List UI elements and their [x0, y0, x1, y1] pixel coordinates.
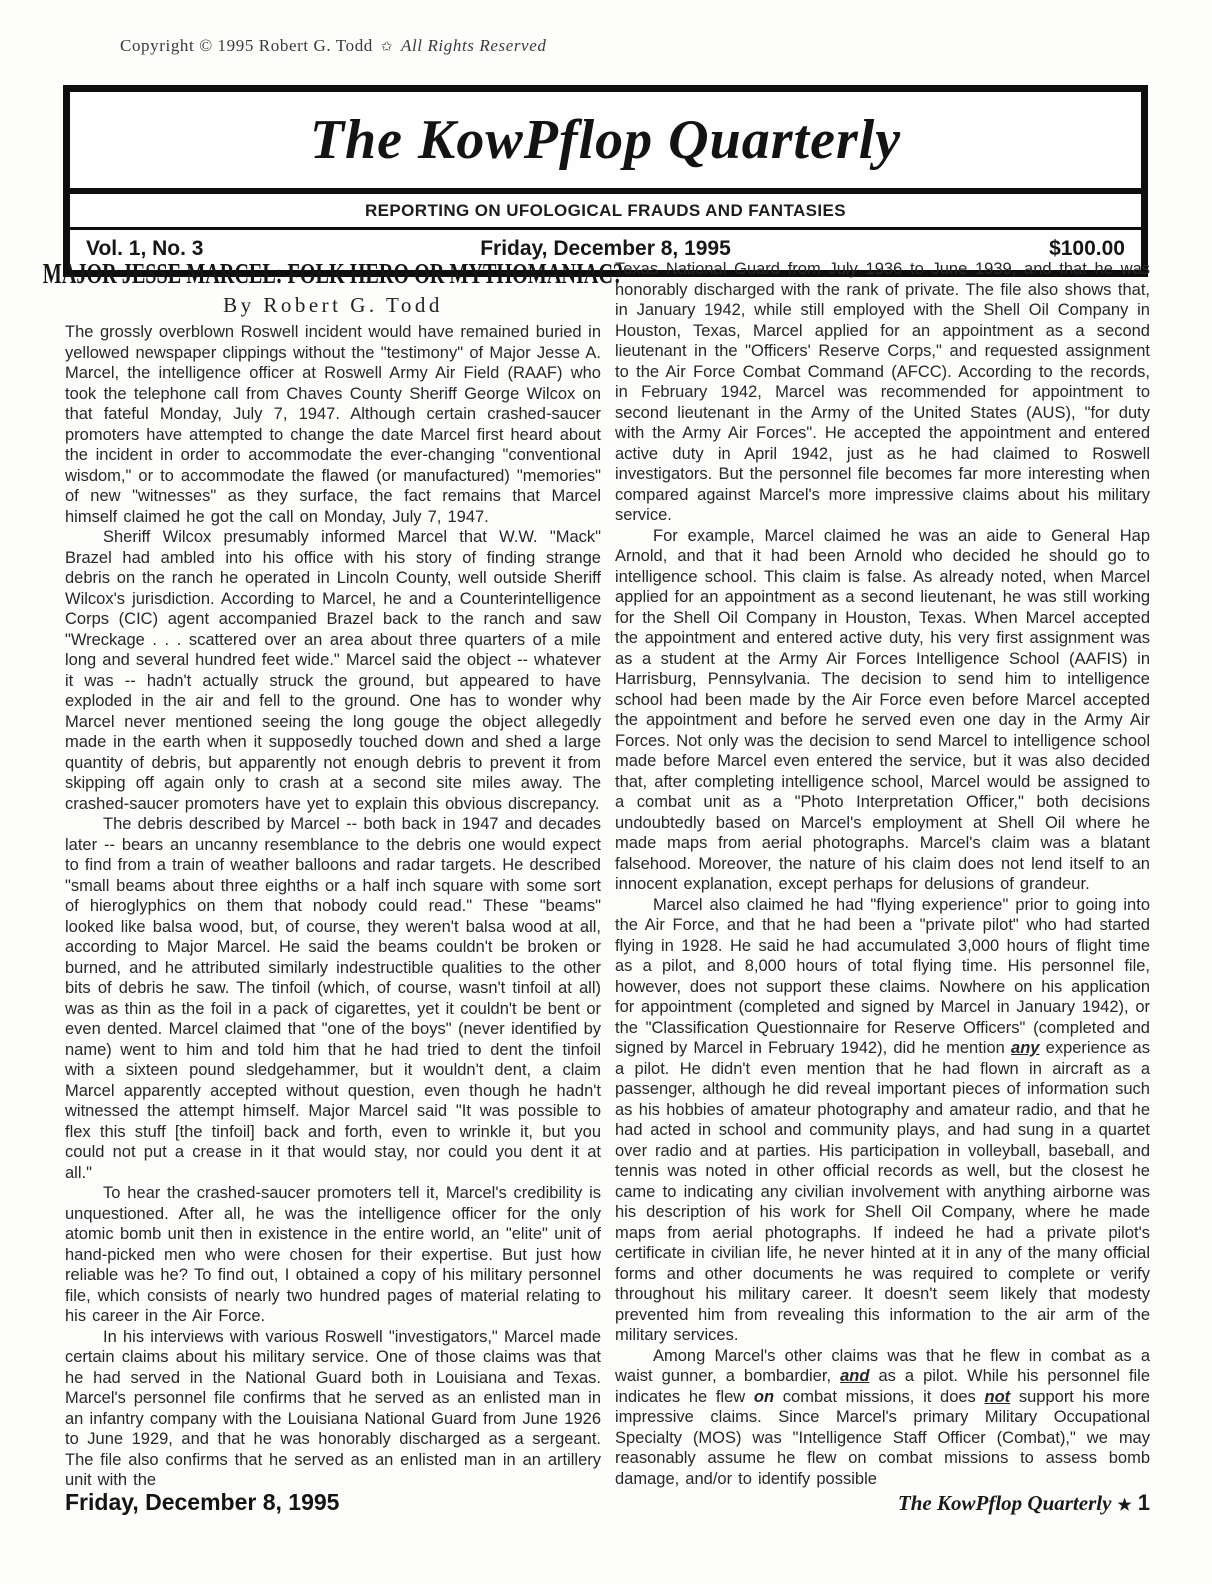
copyright-line [120, 36, 546, 56]
footer-publication-name: The KowPflop Quarterly [897, 1491, 1112, 1515]
emphasized-text: on [753, 1387, 775, 1406]
masthead-tagline-row [70, 188, 1141, 230]
paragraph-text: The debris described by Marcel -- both back in 1947 and decades later -- bears an uncanny resemblance to the debris one would expect to find from a train of weather balloons and radar targets. He described "small beams about three eighths or a half inch square with some sort of hieroglyphics on them that nobody could read." These "beams" looked like balsa wood, but, of course, they weren't balsa wood at all, according to Major Marcel. He said the beams couldn't be broken or burned, and he attributed similarly indestructible qualities to the other bits of debris he saw. The tinfoil (which, of course, wasn't tinfoil at all) was as thin as the foil in a pack of cigarettes, yet it couldn't be bent or even dented. Marcel claimed that "one of the boys" (never identified by name) went to him and told him that he had tried to dent the tinfoil with a sixteen pound sledgehammer, but it wouldn't dent, a claim Marcel apparently accepted without question, even though he hadn't witnessed the attempt himself. Major Marcel said "It was possible to flex this stuff [the tinfoil] back and forth, even to wrinkle it, but you could not put a crease in it that would stay, nor could you dent it at all." [65, 815, 601, 1182]
article-paragraph [615, 1346, 1150, 1490]
article-paragraph [65, 814, 601, 1183]
emphasized-text: any [1011, 1039, 1040, 1057]
copyright-rights-text: All Rights Reserved [400, 36, 547, 55]
paragraph-text: To hear the crashed-saucer promoters tell it, Marcel's credibility is unquestioned. After all, he was the intelligence officer for the only atomic bomb unit then in existence in the entire world, an "elite" unit of hand-picked men who were chosen for their expertise. But just how reliable was he? To find out, I obtained a copy of his military personnel file, which consists of nearly two hundred pages of material relating to his career in the Air Force. [65, 1184, 601, 1325]
paragraph-text: For example, Marcel claimed he was an aide to General Hap Arnold, and that it had been Arnold who decided he should go to intelligence school. This claim is false. As already noted, when Marcel applied for an appointment as a second lieutenant, he was still working for the Shell Oil Company in Houston, Texas. When Marcel accepted the appointment and entered active duty, his very first assignment was as a student at the Army Air Forces Intelligence School (AAFIS) in Harrisburg, Pennsylvania. The decision to send him to intelligence school had been made by the Air Force even before Marcel accepted the appointment and before he served even one day in the Army Air Forces. Not only was the decision to send Marcel to intelligence school made before Marcel even entered the service, but it was also decided that, after completing intelligence school, Marcel would be assigned to a combat unit as a "Photo Interpretation Officer," both decisions undoubtedly based on Marcel's employment at Shell Oil where he made maps from aerial photographs. Marcel's claim was a blatant falsehood. Moreover, the nature of his claim does not lend itself to an innocent explanation, except perhaps for delusions of grandeur. [615, 526, 1150, 893]
footer-publication [898, 1490, 1150, 1516]
right-column [615, 259, 1150, 1491]
right-column-text [615, 259, 1150, 1489]
masthead-title-row [70, 92, 1141, 188]
headline-row [42, 259, 624, 291]
page-number: 1 [1137, 1490, 1150, 1515]
publication-tagline: REPORTING ON UFOLOGICAL FRAUDS AND FANTASIES [364, 201, 847, 220]
copyright-text: Copyright © 1995 Robert G. Todd [120, 36, 373, 55]
article-paragraph [65, 527, 601, 814]
paragraph-text: combat missions, it does [774, 1387, 985, 1406]
paragraph-text: Marcel also claimed he had "flying experience" prior to going into the Air Force, and that he had been a "private pilot" who had started flying in 1928. He said he had accumulated 3,000 hours of flight time as a pilot, and 8,000 hours of total flying time. His personnel file, however, does not support these claims. Nowhere on his application for appointment (completed and signed by Marcel in January 1942), or the "Classification Questionnaire for Reserve Officers" (completed and signed by Marcel in February 1942), did he mention [615, 895, 1150, 1057]
article-paragraph [65, 1183, 601, 1327]
masthead [63, 85, 1148, 277]
emphasized-text: and [840, 1367, 870, 1385]
article-paragraph [615, 895, 1150, 1346]
article-headline: MAJOR JESSE MARCEL: FOLK HERO OR MYTHOMANIAC? [42, 259, 624, 290]
issue-date: Friday, December 8, 1995 [480, 237, 731, 260]
paragraph-text: In his interviews with various Roswell "investigators," Marcel made certain claims about his military service. One of those claims was that he had served in the National Guard both in Louisiana and Texas. Marcel's personnel file confirms that he served as an enlisted man in an infantry company with the Louisiana National Guard from June 1926 to June 1929, and that he was honorably discharged as a sergeant. The file also confirms that he served as an enlisted man in an artillery unit with the [65, 1327, 601, 1489]
article-paragraph [65, 322, 601, 527]
star-icon: ✩ [380, 40, 394, 55]
issue-price: $100.00 [1049, 237, 1125, 260]
paragraph-text: experience as a pilot. He didn't even mention that he had flown in aircraft as a passenger, although he did reveal important pieces of information such as his hobbies of amateur photography and amateur radio, and that he had acted in school and community plays, and had sung in a quartet over radio and at parties. His participation in volleyball, baseball, and tennis was noted in other official records as well, but the closest he came to indicating any civilian involvement with anything airborne was his description of his work for Shell Oil Company, where he made maps from aerial photographs. If indeed he had a private pilot's certificate in civilian life, he never hinted at it in any of the many official forms and other documents he was required to complete or verify throughout his military career. It doesn't seem likely that modesty prevented him from revealing this information to the air arm of the military services. [615, 1039, 1150, 1344]
paragraph-text: as a pilot. While his personnel file indicates he flew [615, 1367, 1150, 1406]
paragraph-text: Texas National Guard from July 1936 to June 1939, and that he was honorably discharged with the rank of private. The file also shows that, in January 1942, while still employed with the Shell Oil Company in Houston, Texas, Marcel applied for an appointment as a second lieutenant in the "Officers' Reserve Corps," and requested assignment to the Air Force Combat Command (AFCC). According to the records, in February 1942, Marcel was recommended for appointment to second lieutenant in the Army of the United States (AUS), "for duty with the Army Air Forces". He accepted the appointment and entered active duty in April 1942, just as he had claimed to Roswell investigators. But the personnel file becomes far more interesting when compared against Marcel's more impressive claims about his military service. [615, 260, 1150, 524]
paragraph-text: support his more impressive claims. Since Marcel's primary Military Occupational Specialty (MOS) was "Intelligence Staff Officer (Combat)," we may reasonably assume he flew on combat missions to assess bomb damage, and/or to identify possible [615, 1387, 1150, 1488]
left-column [42, 259, 624, 1491]
article-body [42, 259, 1150, 1491]
volume-number: Vol. 1, No. 3 [86, 237, 204, 260]
article-paragraph [615, 259, 1150, 526]
paragraph-text: Sheriff Wilcox presumably informed Marcel that W.W. "Mack" Brazel had ambled into his office with his story of finding strange debris on the ranch he operated in Lincoln County, well outside Sheriff Wilcox's jurisdiction. According to Marcel, he and a Counterintelligence Corps (CIC) agent accompanied Brazel back to the ranch and saw "Wreckage . . . scattered over an area about three quarters of a mile long and several hundred feet wide." Marcel said the object -- whatever it was -- hadn't actually struck the ground, but appeared to have exploded in the air and fell to the ground. One has to wonder why Marcel never mentioned seeing the long gouge the object allegedly made in the earth when it supposedly touched down and shed a large quantity of debris, but apparently not enough debris to prevent it from skipping off again only to crash at a second site miles away. The crashed-saucer promoters have yet to explain this obvious discrepancy. [65, 528, 601, 813]
publication-title: The KowPflop Quarterly [309, 109, 902, 171]
page-footer [65, 1489, 1150, 1516]
paragraph-text: Among Marcel's other claims was that he flew in combat as a waist gunner, a bombardier, [615, 1346, 1150, 1385]
star-icon: ★ [1117, 1497, 1132, 1514]
article-paragraph [65, 1327, 601, 1491]
emphasized-text: not [984, 1387, 1011, 1406]
article-byline: By Robert G. Todd [223, 293, 443, 317]
article-paragraph [615, 526, 1150, 895]
left-column-text [65, 322, 601, 1491]
paragraph-text: The grossly overblown Roswell incident would have remained buried in yellowed newspaper clippings without the "testimony" of Major Jesse A. Marcel, the intelligence officer at Roswell Army Air Field (RAAF) who took the telephone call from Chaves County Sheriff George Wilcox on that fateful Monday, July 7, 1947. Although certain crashed-saucer promoters have attempted to change the date Marcel first heard about the incident in order to accommodate the ever-changing "conventional wisdom," or to accommodate the flawed (or manufactured) "memories" of new "witnesses" as they surface, the fact remains that Marcel himself claimed he got the call on Monday, July 7, 1947. [65, 323, 601, 526]
footer-date: Friday, December 8, 1995 [65, 1489, 340, 1515]
